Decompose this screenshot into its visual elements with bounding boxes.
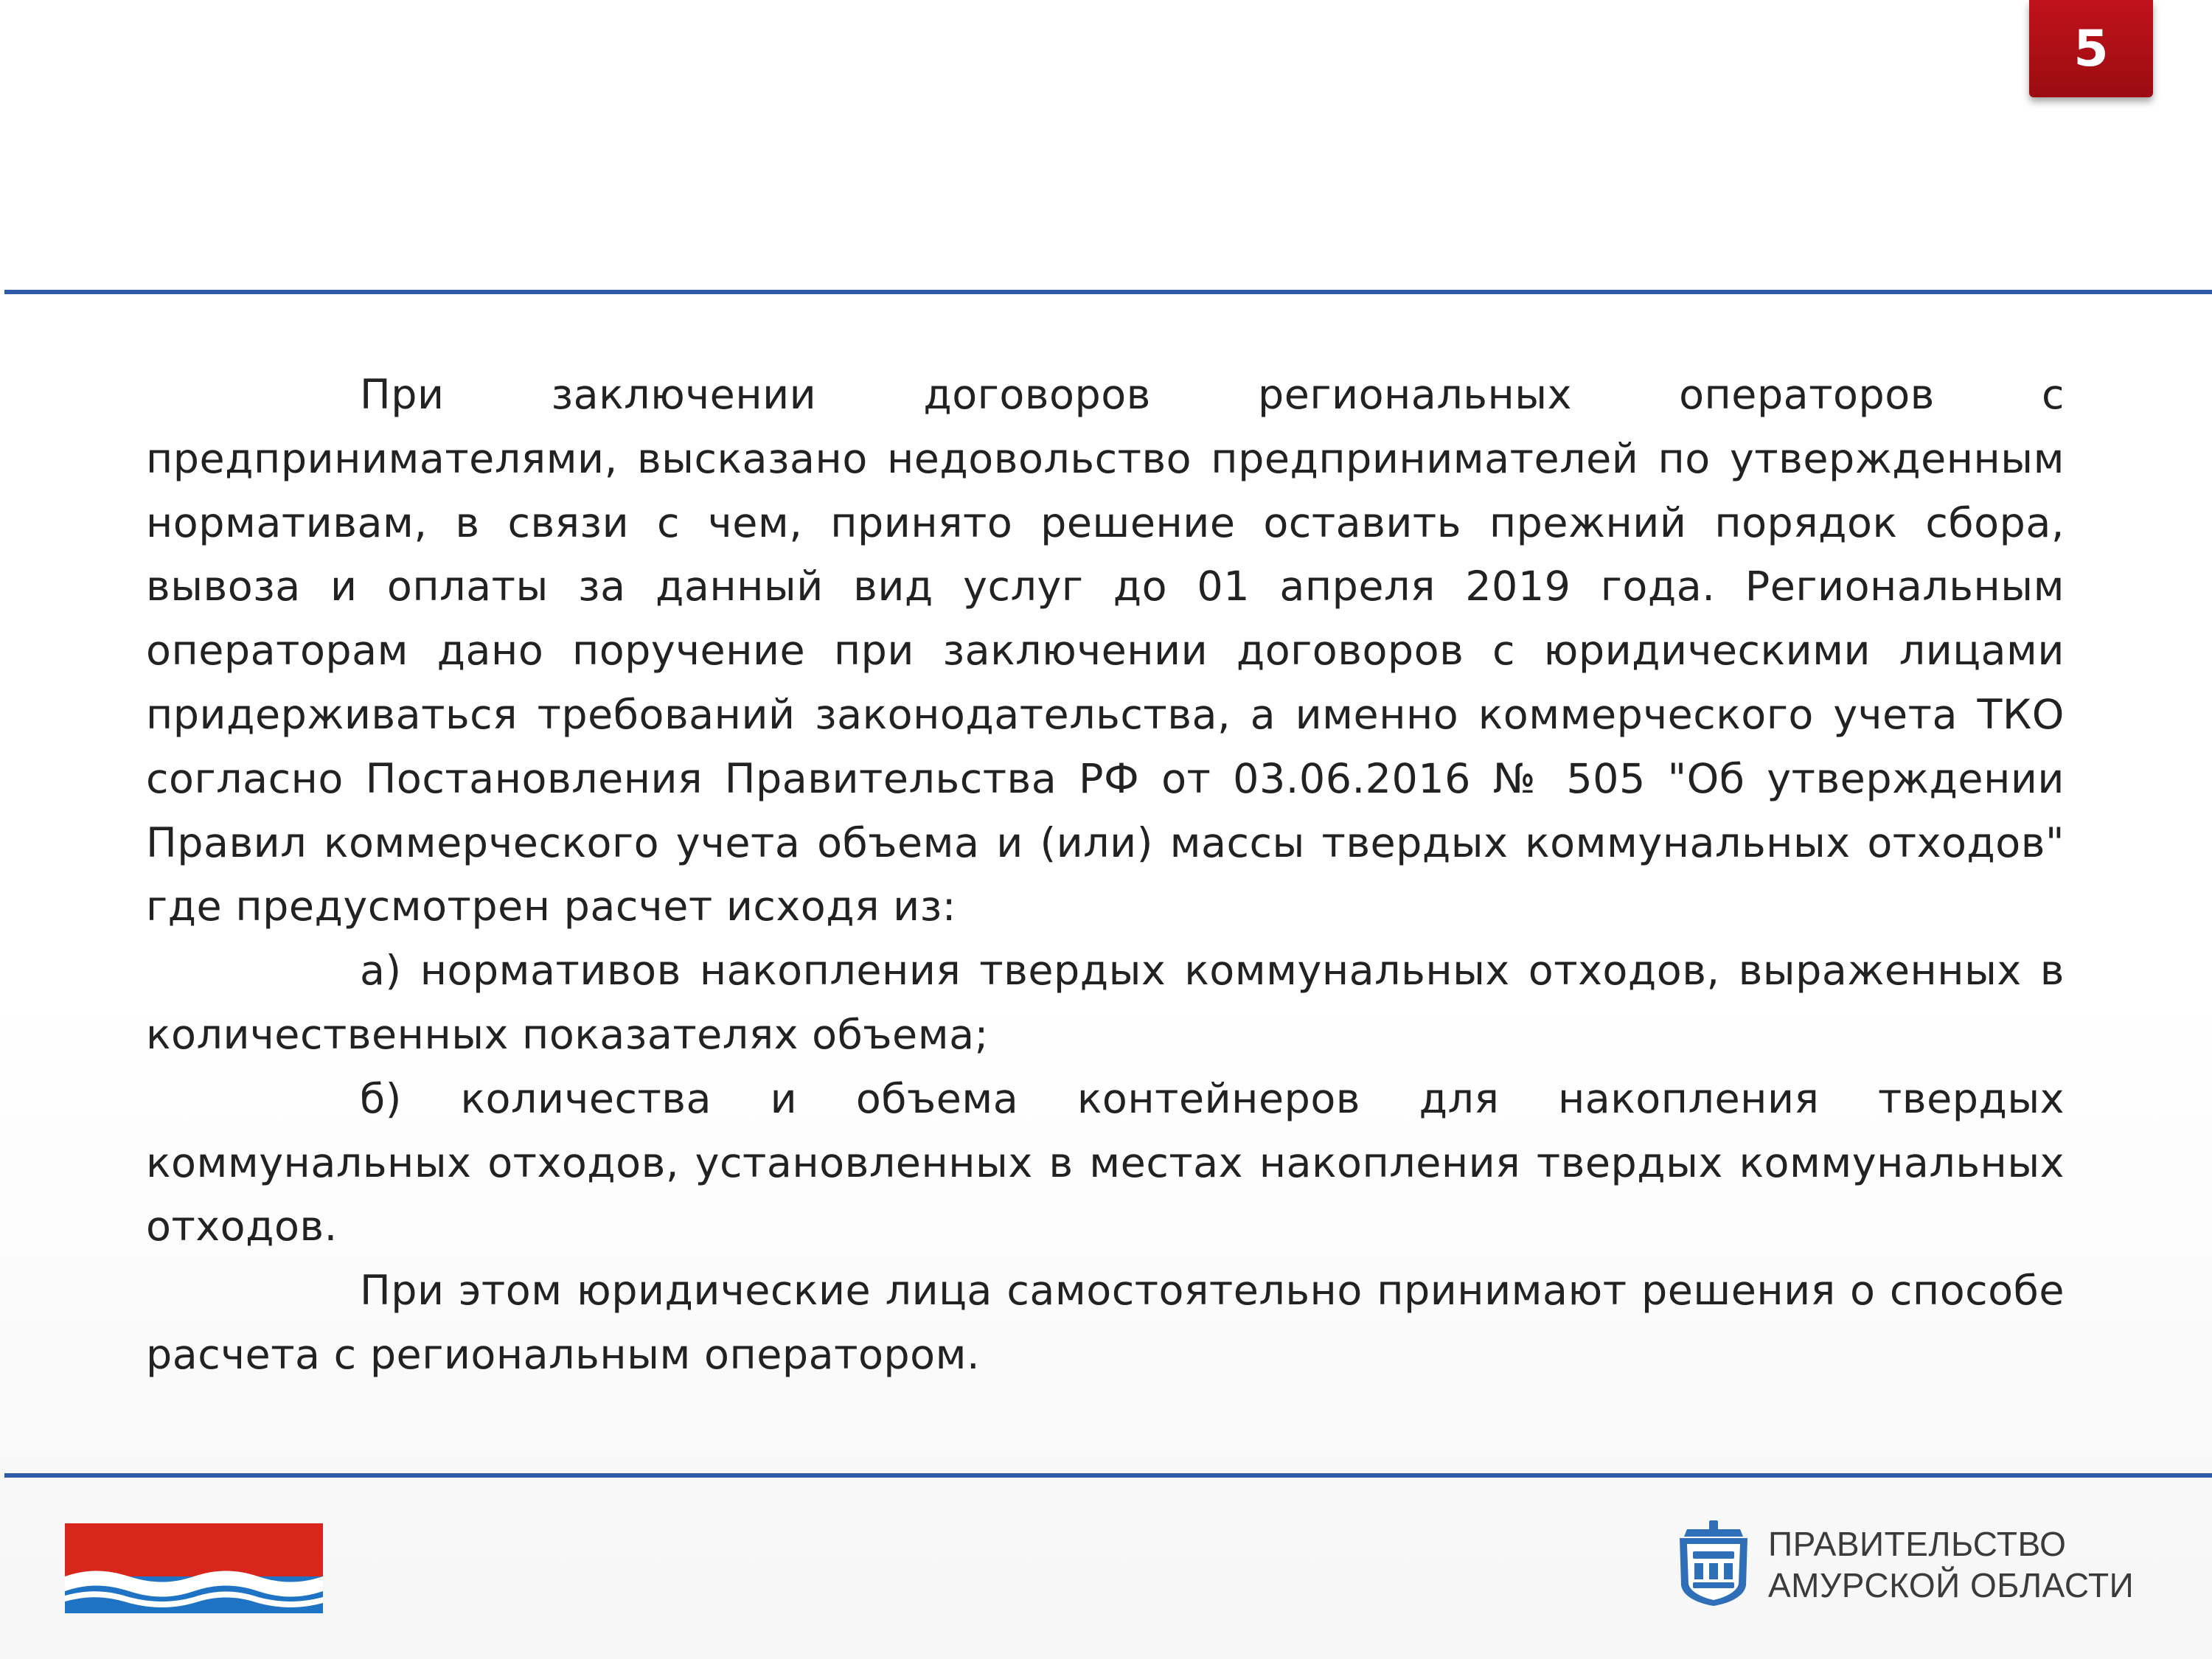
body-text [146, 364, 2065, 1388]
paragraph-main: При заключении договоров региональных операторов с предпринимателями, высказано недовольство предпринимателей по утвержденным нормативам, в связи с чем, принято решение оставить прежний порядок сбора, вывоза и оплаты за данный вид услуг до 01 апреля 2019 года. Региональным операторам дано поручение при заключении договоров с юридическими лицами придерживаться требований законодательства, а именно коммерческого учета ТКО согласно Постановления Правительства РФ от 03.06.2016 № 505 "Об утверждении Правил коммерческого учета объема и (или) массы твердых коммунальных отходов" где предусмотрен расчет исходя из: [146, 371, 2065, 931]
government-emblem-icon [1672, 1519, 1755, 1607]
page-number: 5 [2073, 19, 2109, 78]
paragraph-conclusion: При этом юридические лица самостоятельно принимают решения о способе расчета с региональным оператором. [146, 1267, 2065, 1379]
government-name [1768, 1523, 2134, 1606]
bottom-divider [4, 1473, 2212, 1478]
paragraph-item-a: а) нормативов накопления твердых коммунальных отходов, выраженных в количественных показателях объема; [146, 947, 2065, 1059]
page-number-badge [2029, 0, 2153, 97]
paragraph-item-b: б) количества и объема контейнеров для накопления твердых коммунальных отходов, установленных в местах накопления твердых коммунальных отходов. [146, 1074, 2065, 1251]
top-divider [4, 290, 2212, 294]
government-name-line-1: ПРАВИТЕЛЬСТВО [1768, 1525, 2067, 1563]
government-name-line-2: АМУРСКОЙ ОБЛАСТИ [1768, 1566, 2135, 1604]
amur-oblast-flag-icon [65, 1523, 323, 1613]
